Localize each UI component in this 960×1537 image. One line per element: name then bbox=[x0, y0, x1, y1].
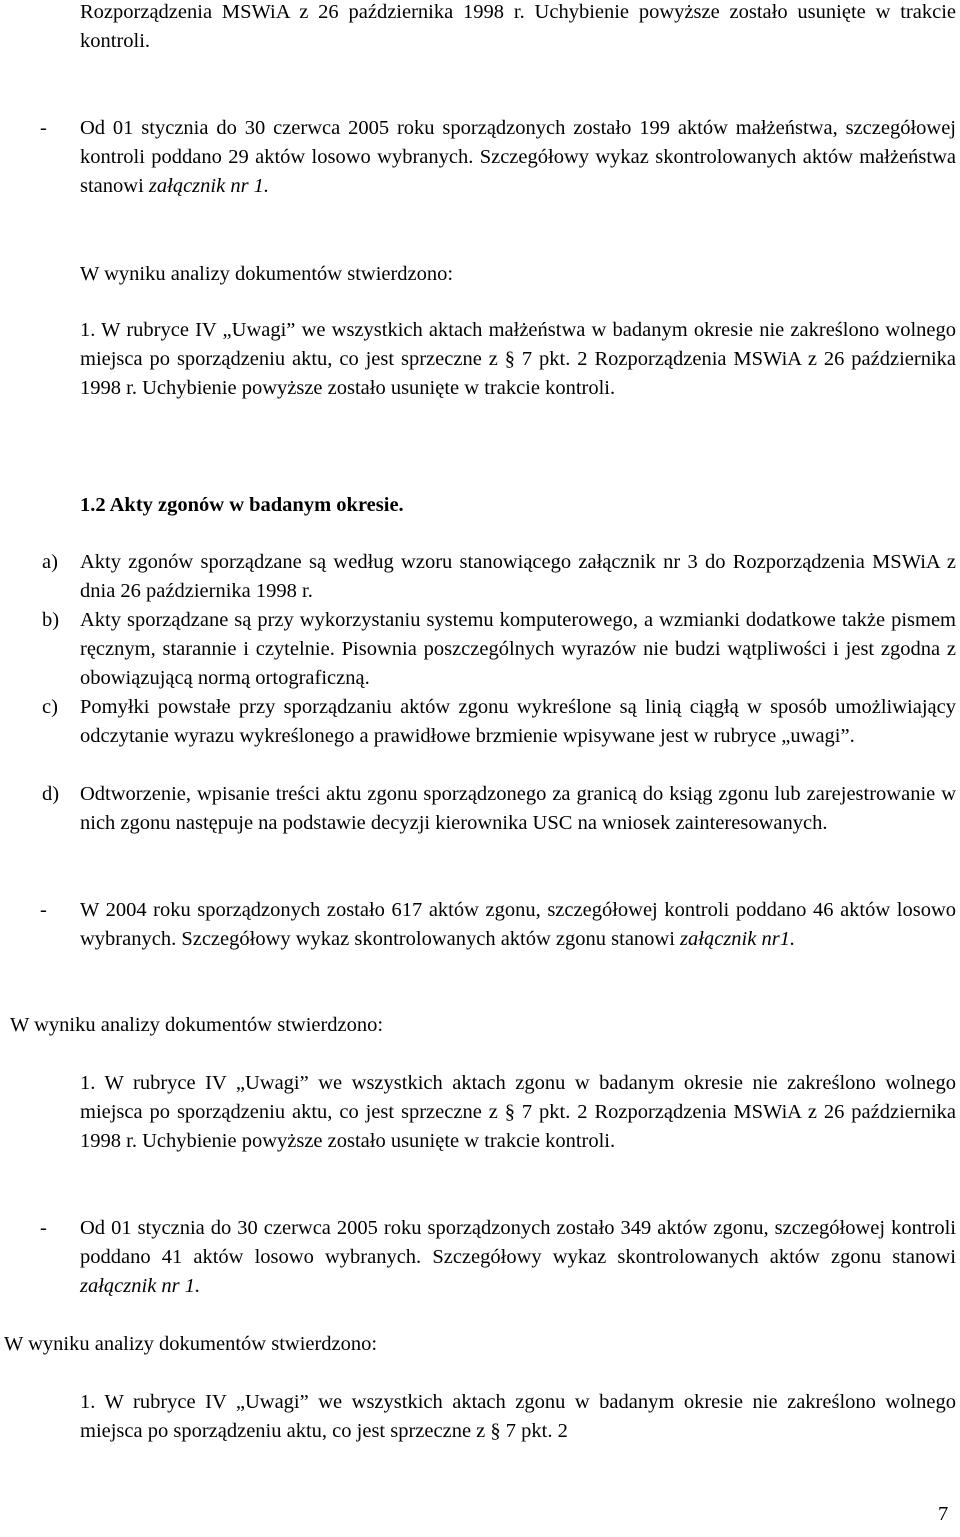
analysis-label: W wyniku analizy dokumentów stwierdzono: bbox=[80, 263, 454, 285]
section-heading: 1.2 Akty zgonów w badanym okresie. bbox=[80, 494, 404, 516]
list-item-text: Akty zgonów sporządzane są według wzoru stanowiącego załącznik nr 3 do Rozporządzenia MSWiA z dnia 26 października 1998 r. bbox=[80, 551, 956, 602]
finding-paragraph: 1. W rubryce IV „Uwagi” we wszystkich aktach zgonu w badanym okresie nie zakreślono wolnego miejsca po sporządzeniu aktu, co jest sprzeczne z § 7 pkt. 2 Rozporządzenia MSWiA z 26 października 1998 r. Uchybienie powyższe zostało usunięte w trakcie kontroli. bbox=[80, 1072, 956, 1152]
analysis-label: W wyniku analizy dokumentów stwierdzono: bbox=[10, 1014, 384, 1036]
list-item-dash-1 bbox=[40, 114, 956, 201]
finding-paragraph: 1. W rubryce IV „Uwagi” we wszystkich aktach zgonu w badanym okresie nie zakreślono wolnego miejsca po sporządzeniu aktu, co jest sprzeczne z § 7 pkt. 2 bbox=[80, 1391, 956, 1442]
attachment-ref: załącznik nr 1. bbox=[80, 1275, 201, 1297]
list-marker: d) bbox=[42, 783, 60, 805]
list-marker: a) bbox=[42, 551, 58, 573]
finding-paragraph: 1. W rubryce IV „Uwagi” we wszystkich aktach małżeństwa w badanym okresie nie zakreślono wolnego miejsca po sporządzeniu aktu, co jest sprzeczne z § 7 pkt. 2 Rozporządzenia MSWiA z 26 października 1998 r. Uchybienie powyższe zostało usunięte w trakcie kontroli. bbox=[80, 319, 956, 399]
list-item-dash-3 bbox=[40, 1214, 956, 1301]
analysis-label: W wyniku analizy dokumentów stwierdzono: bbox=[4, 1333, 378, 1355]
dash-marker: - bbox=[40, 1217, 47, 1239]
attachment-ref: załącznik nr 1. bbox=[148, 175, 270, 197]
paragraph-continuation: Rozporządzenia MSWiA z 26 października 1998 r. Uchybienie powyższe zostało usunięte w trakcie kontroli. bbox=[80, 1, 956, 52]
list-item-c bbox=[42, 693, 956, 751]
attachment-ref: załącznik nr1. bbox=[680, 928, 796, 950]
dash-3-text: Od 01 stycznia do 30 czerwca 2005 roku sporządzonych zostało 349 aktów zgonu, szczegółowej kontroli poddano 41 aktów losowo wybranych. Szczegółowy wykaz skontrolowanych aktów zgonu stanowi bbox=[80, 1217, 956, 1268]
dash-marker: - bbox=[40, 117, 47, 139]
list-item-dash-2 bbox=[40, 896, 956, 954]
dash-marker: - bbox=[40, 899, 47, 921]
list-item-text: Akty sporządzane są przy wykorzystaniu systemu komputerowego, a wzmianki dodatkowe także pismem ręcznym, starannie i czytelnie. Pisownia poszczególnych wyrazów nie budzi wątpliwości i jest zgodna z obowiązującą normą ortograficzną. bbox=[80, 609, 956, 689]
list-item-b bbox=[42, 606, 956, 693]
list-item-text: Odtworzenie, wpisanie treści aktu zgonu sporządzonego za granicą do ksiąg zgonu lub zarejestrowanie w nich zgonu następuje na podstawie decyzji kierownika USC na wniosek zainteresowanych. bbox=[80, 783, 956, 834]
dash-1-text: Od 01 stycznia do 30 czerwca 2005 roku sporządzonych zostało 199 aktów małżeństwa, szczegółowej kontroli poddano 29 aktów losowo wybranych. Szczegółowy wykaz skontrolowanych aktów małżeństwa stanowi bbox=[80, 117, 956, 197]
list-marker: b) bbox=[42, 609, 60, 631]
list-marker: c) bbox=[42, 696, 58, 718]
dash-2-text: W 2004 roku sporządzonych zostało 617 aktów zgonu, szczegółowej kontroli poddano 46 aktów losowo wybranych. Szczegółowy wykaz skontrolowanych aktów zgonu stanowi bbox=[80, 899, 956, 950]
list-item-d bbox=[42, 780, 956, 838]
list-item-text: Pomyłki powstałe przy sporządzaniu aktów zgonu wykreślone są linią ciągłą w sposób umożliwiający odczytanie wyrazu wykreślonego a prawidłowe brzmienie wpisywane jest w rubryce „uwagi”. bbox=[80, 696, 956, 747]
list-item-a bbox=[42, 548, 956, 606]
page-number: 7 bbox=[938, 1503, 949, 1525]
